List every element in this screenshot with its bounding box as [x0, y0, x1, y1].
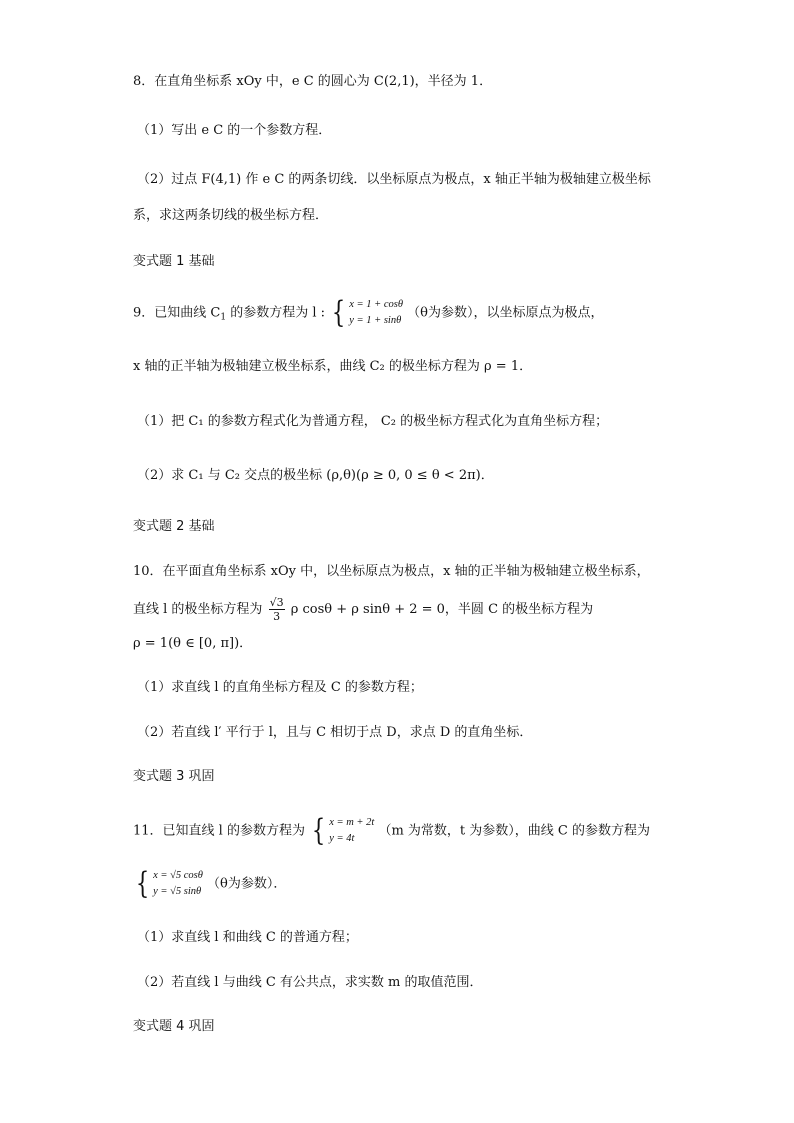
q9-brace: { [332, 295, 346, 330]
q9-stem-sub: 1 [220, 312, 227, 323]
section-heading-3: 变式题 3 巩固 [133, 769, 215, 784]
q10-line2-a: 直线 l 的极坐标方程为 [133, 602, 263, 617]
section-heading-2: 变式题 2 基础 [133, 519, 215, 534]
q10-line1: 10．在平面直角坐标系 xOy 中，以坐标原点为极点，x 轴的正半轴为极轴建立极坐标系， [133, 564, 650, 579]
q11-sys2-line2: y = √5 sinθ [153, 886, 202, 897]
q9-stem-a: 9．已知曲线 C [133, 305, 221, 321]
q11-param-system-1 [329, 815, 374, 847]
q11-stem-b: （m 为常数，t 为参数），曲线 C 的参数方程为 [378, 823, 650, 839]
q9-sys-line2: y = 1 + sinθ [349, 315, 402, 326]
q9-stem-c: （θ为参数），以坐标原点为极点， [407, 305, 604, 321]
q9-line2: x 轴的正半轴为极轴建立极坐标系，曲线 C₂ 的极坐标方程为 ρ = 1． [133, 359, 533, 374]
q9-param-system [349, 297, 403, 329]
q10-frac-num: √3 [269, 596, 284, 609]
q11-stem [133, 815, 650, 847]
q11-part2: （2）若直线 l 与曲线 C 有公共点，求实数 m 的取值范围． [137, 975, 483, 990]
q10-part2: （2）若直线 l′ 平行于 l，且与 C 相切于点 D，求点 D 的直角坐标． [137, 725, 533, 740]
q8-part1: （1）写出 e C 的一个参数方程． [137, 123, 332, 138]
q10-line2-b: ρ cosθ + ρ sinθ + 2 = 0，半圆 C 的极坐标方程为 [290, 602, 594, 617]
q9-stem-b: 的参数方程为 l : [226, 305, 326, 321]
q11-sys1-line2: y = 4t [329, 833, 355, 844]
q10-frac-den: 3 [273, 610, 281, 623]
q11-brace-1: { [311, 813, 326, 848]
q11-stem-c: （θ为参数）． [207, 876, 287, 892]
q11-brace-2: { [135, 866, 150, 901]
q11-stem-a: 11．已知直线 l 的参数方程为 [133, 823, 305, 839]
q11-line2 [133, 868, 286, 900]
q8-part2-line1: （2）过点 F(4,1) 作 e C 的两条切线．以坐标原点为极点，x 轴正半轴为极轴建立极坐标 [137, 172, 651, 187]
q11-part1: （1）求直线 l 和曲线 C 的普通方程； [137, 930, 358, 945]
q8-stem: 8．在直角坐标系 xOy 中，e C 的圆心为 C(2,1)，半径为 1． [133, 74, 493, 89]
q11-param-system-2 [153, 868, 203, 900]
q10-fraction [269, 596, 285, 623]
q9-sys-line1: x = 1 + cosθ [349, 299, 404, 310]
section-heading-4: 变式题 4 巩固 [133, 1019, 215, 1034]
q9-part2: （2）求 C₁ 与 C₂ 交点的极坐标 (ρ,θ)(ρ ≥ 0, 0 ≤ θ < 2π)． [137, 468, 494, 483]
q9-stem [133, 297, 603, 329]
q10-line3: ρ = 1(θ ∈ [0, π])． [133, 636, 253, 651]
q10-line2 [133, 596, 593, 623]
q9-part1: （1）把 C₁ 的参数方程式化为普通方程， C₂ 的极坐标方程式化为直角坐标方程； [137, 414, 609, 429]
q11-sys1-line1: x = m + 2t [329, 817, 375, 828]
section-heading-1: 变式题 1 基础 [133, 254, 215, 269]
q8-part2-line2: 系，求这两条切线的极坐标方程． [133, 208, 329, 223]
q10-part1: （1）求直线 l 的直角坐标方程及 C 的参数方程； [137, 680, 423, 695]
q11-sys2-line1: x = √5 cosθ [153, 870, 203, 881]
